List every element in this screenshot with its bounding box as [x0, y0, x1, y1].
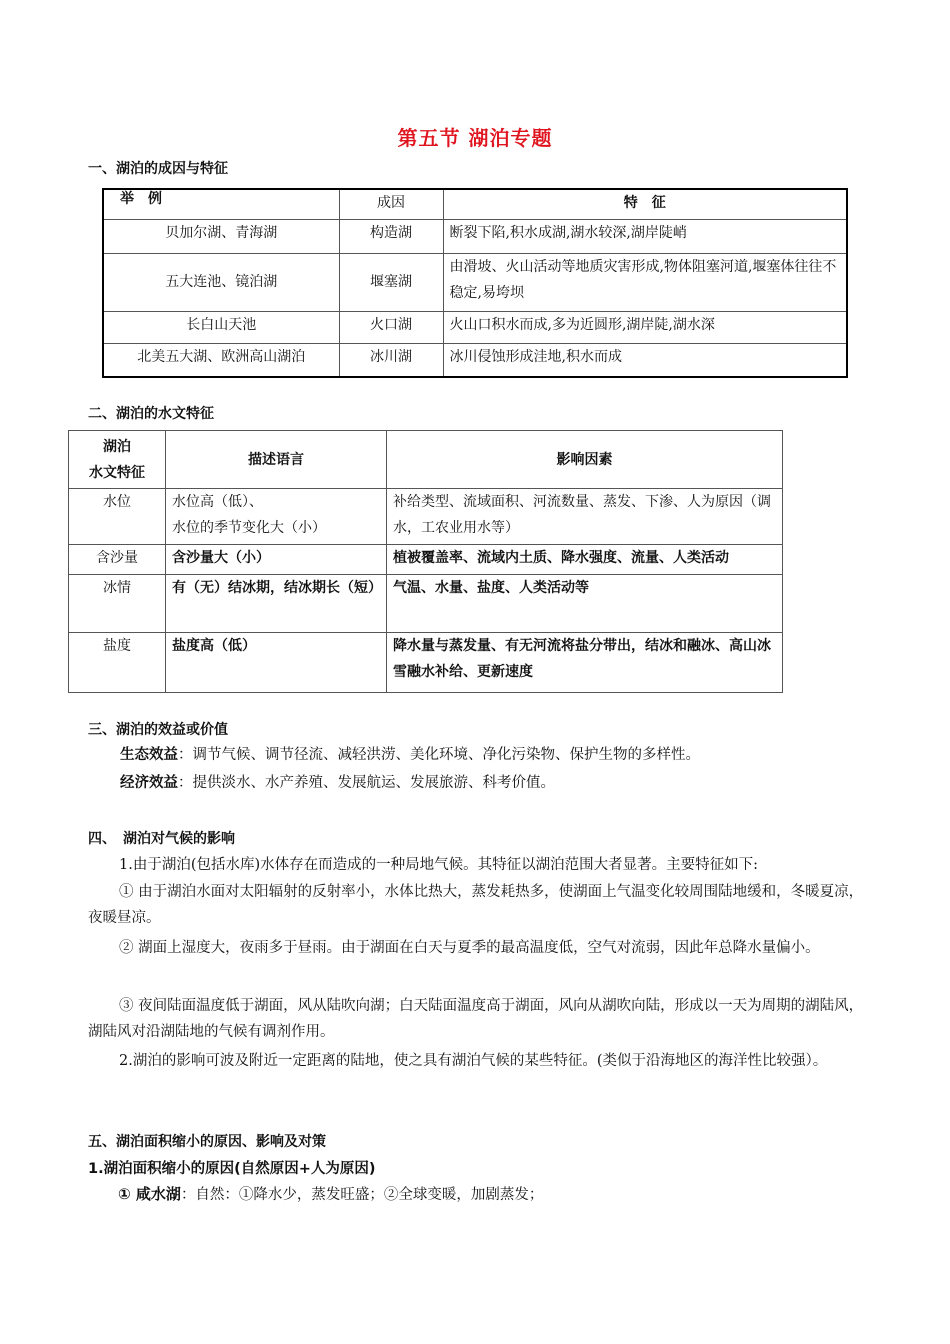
eco-benefit-paragraph	[120, 742, 840, 768]
header-feature: 特 征	[443, 189, 847, 219]
table-row	[69, 545, 783, 575]
table-row	[69, 633, 783, 693]
table-row	[103, 253, 847, 311]
climate-paragraph-4: ③ 夜间陆面温度低于湖面，风从陆吹向湖；白天陆面温度高于湖面，风向从湖吹向陆，形成以一天为周期的湖陆风，湖陆风对沿湖陆地的气候有调剂作用。	[88, 998, 864, 1040]
section-2-heading: 二、湖泊的水文特征	[88, 406, 214, 422]
cell-factors: 植被覆盖率、流域内土质、降水强度、流量、人类活动	[387, 545, 783, 575]
eco-benefit-text: ：调节气候、调节径流、减轻洪涝、美化环境、净化污染物、保护生物的多样性。	[178, 747, 700, 763]
salt-lake-text: ：自然：①降水少，蒸发旺盛；②全球变暖，加剧蒸发；	[180, 1187, 544, 1203]
page-title: 第五节 湖泊专题	[397, 126, 553, 150]
cell-factors: 气温、水量、盐度、人类活动等	[387, 575, 783, 633]
econ-benefit-text: ：提供淡水、水产养殖、发展航运、发展旅游、科考价值。	[178, 775, 555, 791]
section-4-heading: 四、 湖泊对气候的影响	[88, 831, 235, 847]
econ-benefit-label: 经济效益	[120, 775, 178, 791]
cell-feature: 冰川侵蚀形成洼地,积水而成	[443, 343, 847, 377]
cell-feature: 盐度	[69, 633, 166, 693]
cell-description: 含沙量大（小）	[166, 545, 387, 575]
section-5-subheading: 1.湖泊面积缩小的原因(自然原因+人为原因)	[88, 1161, 376, 1177]
cell-feature: 断裂下陷,积水成湖,湖水较深,湖岸陡峭	[443, 219, 847, 253]
cell-feature: 水位	[69, 489, 166, 545]
cell-factors: 补给类型、流域面积、河流数量、蒸发、下渗、人为原因（调水，工农业用水等）	[387, 489, 783, 545]
lake-origin-table	[102, 188, 848, 378]
header-example: 举 例	[103, 189, 339, 219]
section-5-heading: 五、湖泊面积缩小的原因、影响及对策	[88, 1134, 326, 1150]
table-row	[103, 219, 847, 253]
header-description: 描述语言	[166, 431, 387, 489]
climate-paragraph-1: 1.由于湖泊(包括水库)水体存在而造成的一种局地气候。其特征以湖泊范围大者显著。主要特征如下:	[119, 857, 759, 873]
climate-paragraph-5: 2.湖泊的影响可波及附近一定距离的陆地，使之具有湖泊气候的某些特征。(类似于沿海地区的海洋性比较强）。	[119, 1053, 828, 1069]
cell-feature: 冰情	[69, 575, 166, 633]
cell-description: 水位高（低）、 水位的季节变化大（小）	[166, 489, 387, 545]
header-hydrology: 湖泊 水文特征	[69, 431, 166, 489]
cell-feature: 火山口积水而成,多为近圆形,湖岸陡,湖水深	[443, 311, 847, 343]
cell-description: 有（无）结冰期，结冰期长（短）	[166, 575, 387, 633]
cell-example: 北美五大湖、欧洲高山湖泊	[103, 343, 339, 377]
eco-benefit-label: 生态效益	[120, 747, 178, 763]
salt-lake-label: ① 咸水湖	[118, 1185, 181, 1203]
lake-hydrology-table	[68, 430, 783, 693]
table-header-row	[103, 189, 847, 219]
climate-paragraph-2: ① 由于湖泊水面对太阳辐射的反射率小，水体比热大，蒸发耗热多，使湖面上气温变化较周围陆地缓和，冬暖夏凉，夜暖昼凉。	[88, 884, 864, 926]
climate-paragraph-3: ② 湖面上湿度大，夜雨多于昼雨。由于湖面在白天与夏季的最高温度低，空气对流弱，因此年总降水量偏小。	[119, 940, 820, 956]
cell-example: 五大连池、镜泊湖	[103, 253, 339, 311]
cell-origin: 堰塞湖	[339, 253, 443, 311]
cell-example: 贝加尔湖、青海湖	[103, 219, 339, 253]
cell-origin: 冰川湖	[339, 343, 443, 377]
section-3-heading: 三、湖泊的效益或价值	[88, 722, 228, 738]
cell-origin: 火口湖	[339, 311, 443, 343]
table-row	[69, 575, 783, 633]
salt-lake-paragraph	[118, 1181, 868, 1208]
table-header-row	[69, 431, 783, 489]
cell-factors: 降水量与蒸发量、有无河流将盐分带出，结冰和融冰、高山冰雪融水补给、更新速度	[387, 633, 783, 693]
cell-feature: 含沙量	[69, 545, 166, 575]
section-1-heading: 一、湖泊的成因与特征	[88, 161, 228, 177]
header-origin: 成因	[339, 189, 443, 219]
table-row	[69, 489, 783, 545]
cell-feature: 由滑坡、火山活动等地质灾害形成,物体阻塞河道,堰塞体往往不稳定,易垮坝	[443, 253, 847, 311]
table-row	[103, 343, 847, 377]
cell-origin: 构造湖	[339, 219, 443, 253]
table-row	[103, 311, 847, 343]
econ-benefit-paragraph	[120, 770, 840, 796]
header-factors: 影响因素	[387, 431, 783, 489]
cell-example: 长白山天池	[103, 311, 339, 343]
cell-description: 盐度高（低）	[166, 633, 387, 693]
